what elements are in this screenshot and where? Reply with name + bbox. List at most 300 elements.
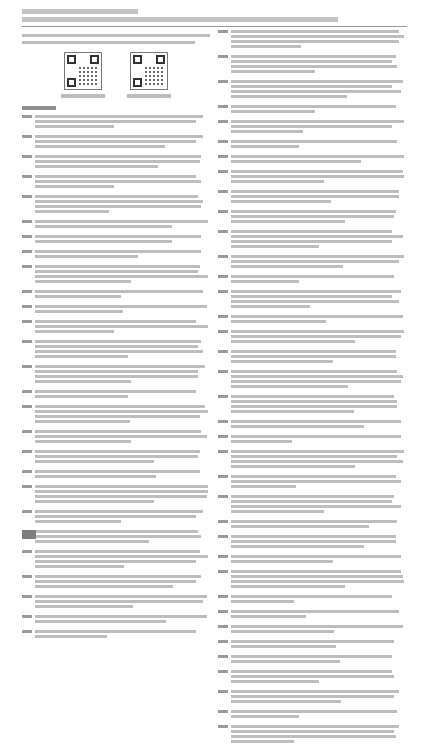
reference-text	[35, 265, 210, 285]
reference-text	[231, 435, 406, 445]
reference-number	[22, 235, 32, 238]
reference-number	[218, 255, 228, 258]
qr-code-row	[22, 52, 210, 98]
reference-line	[231, 610, 399, 613]
reference-line	[231, 700, 341, 703]
reference-line	[35, 420, 130, 423]
reference-line	[231, 60, 392, 63]
reference-text	[231, 155, 406, 165]
reference-line	[35, 200, 203, 203]
reference-text	[35, 195, 210, 215]
reference-number	[22, 340, 32, 343]
reference-line	[231, 355, 396, 358]
reference-entry	[218, 275, 406, 285]
reference-line	[231, 280, 299, 283]
reference-number	[218, 555, 228, 558]
reference-text	[231, 570, 406, 590]
reference-number	[22, 550, 32, 553]
reference-number	[22, 155, 32, 158]
reference-line	[35, 305, 207, 308]
reference-line	[35, 485, 208, 488]
reference-line	[35, 345, 198, 348]
reference-entry	[218, 655, 406, 665]
reference-line	[35, 275, 208, 278]
reference-number	[218, 155, 228, 158]
reference-line	[231, 585, 345, 588]
reference-number	[218, 435, 228, 438]
reference-line	[231, 260, 399, 263]
reference-entry	[22, 450, 210, 465]
reference-line	[231, 435, 401, 438]
reference-number	[22, 470, 32, 473]
reference-line	[231, 630, 334, 633]
reference-text	[35, 510, 210, 525]
reference-line	[231, 140, 397, 143]
reference-text	[231, 80, 406, 100]
reference-number	[218, 670, 228, 673]
reference-number	[22, 575, 32, 578]
reference-line	[231, 95, 347, 98]
reference-entry	[22, 390, 210, 400]
reference-line	[35, 270, 198, 273]
reference-line	[231, 465, 355, 468]
reference-line	[231, 145, 299, 148]
reference-line	[35, 580, 196, 583]
reference-line	[231, 175, 404, 178]
reference-number	[22, 135, 32, 138]
reference-entry	[22, 195, 210, 215]
reference-number	[218, 395, 228, 398]
reference-entry	[218, 710, 406, 720]
reference-entry	[22, 320, 210, 335]
reference-entry	[218, 155, 406, 165]
reference-text	[35, 575, 210, 590]
reference-line	[35, 355, 128, 358]
reference-line	[35, 295, 121, 298]
reference-number	[22, 250, 32, 253]
reference-entry	[22, 265, 210, 285]
reference-line	[35, 160, 200, 163]
reference-text	[231, 290, 406, 310]
reference-line	[35, 145, 165, 148]
reference-entry	[218, 690, 406, 705]
reference-line	[35, 615, 207, 618]
reference-number	[22, 595, 32, 598]
reference-line	[231, 405, 397, 408]
reference-text	[231, 105, 406, 115]
reference-line	[35, 370, 198, 373]
reference-line	[35, 455, 198, 458]
reference-text	[35, 595, 210, 610]
reference-line	[231, 525, 369, 528]
reference-line	[231, 710, 397, 713]
reference-line	[231, 30, 399, 33]
reference-line	[35, 390, 196, 393]
reference-number	[218, 290, 228, 293]
reference-entry	[218, 640, 406, 650]
reference-line	[231, 265, 343, 268]
reference-line	[231, 575, 403, 578]
reference-line	[231, 450, 404, 453]
reference-line	[231, 385, 348, 388]
reference-line	[231, 245, 319, 248]
reference-line	[231, 730, 394, 733]
reference-entry	[22, 250, 210, 260]
reference-entry	[22, 430, 210, 445]
reference-line	[231, 395, 394, 398]
reference-entry	[218, 230, 406, 250]
reference-line	[35, 440, 131, 443]
reference-text	[231, 120, 406, 135]
reference-number	[218, 105, 228, 108]
reference-line	[231, 320, 326, 323]
reference-entry	[218, 725, 406, 745]
reference-line	[35, 410, 208, 413]
reference-entry	[22, 115, 210, 130]
reference-line	[231, 715, 299, 718]
reference-text	[231, 255, 406, 270]
reference-number	[218, 140, 228, 143]
reference-text	[231, 475, 406, 490]
reference-line	[231, 595, 392, 598]
reference-line	[35, 165, 158, 168]
reference-number	[22, 320, 32, 323]
reference-text	[35, 250, 210, 260]
reference-line	[231, 255, 404, 258]
reference-entry	[218, 495, 406, 515]
reference-number	[22, 115, 32, 118]
reference-text	[231, 315, 406, 325]
reference-number	[218, 475, 228, 478]
reference-text	[231, 330, 406, 345]
reference-entry	[218, 190, 406, 205]
reference-entry	[218, 555, 406, 565]
reference-line	[231, 35, 404, 38]
reference-line	[35, 535, 201, 538]
reference-line	[35, 250, 201, 253]
reference-line	[35, 450, 200, 453]
reference-entry	[22, 135, 210, 150]
reference-entry	[218, 420, 406, 430]
reference-line	[35, 415, 200, 418]
reference-text	[231, 495, 406, 515]
right-column	[218, 30, 406, 750]
reference-line	[231, 570, 401, 573]
reference-entry	[218, 450, 406, 470]
reference-line	[35, 380, 131, 383]
reference-number	[218, 495, 228, 498]
reference-entry	[218, 350, 406, 365]
reference-entry	[218, 170, 406, 185]
reference-text	[231, 210, 406, 225]
reference-line	[35, 405, 205, 408]
reference-line	[231, 475, 396, 478]
journal-header	[22, 9, 407, 25]
reference-text	[35, 405, 210, 425]
reference-line	[231, 690, 399, 693]
reference-line	[231, 540, 396, 543]
references-heading	[22, 106, 56, 110]
reference-text	[35, 135, 210, 150]
reference-line	[231, 80, 403, 83]
reference-line	[35, 330, 114, 333]
reference-number	[218, 55, 228, 58]
reference-entry	[22, 155, 210, 170]
reference-line	[35, 185, 114, 188]
reference-entry	[22, 305, 210, 315]
reference-number	[22, 195, 32, 198]
reference-number	[218, 315, 228, 318]
page-number	[22, 530, 36, 539]
reference-text	[231, 625, 406, 635]
reference-line	[231, 90, 401, 93]
reference-line	[231, 195, 399, 198]
reference-text	[35, 235, 210, 245]
reference-line	[35, 125, 114, 128]
reference-line	[231, 615, 306, 618]
reference-line	[231, 45, 301, 48]
header-rule	[22, 26, 407, 27]
reference-line	[35, 195, 198, 198]
reference-text	[35, 530, 210, 545]
reference-entry	[218, 570, 406, 590]
reference-entry	[218, 625, 406, 635]
reference-entry	[218, 670, 406, 685]
reference-line	[231, 370, 397, 373]
reference-number	[22, 265, 32, 268]
reference-entry	[22, 405, 210, 425]
reference-line	[231, 85, 392, 88]
qr-code-icon	[64, 52, 102, 90]
reference-entry	[218, 435, 406, 445]
reference-entry	[22, 615, 210, 625]
reference-text	[35, 220, 210, 230]
reference-line	[231, 230, 392, 233]
reference-entry	[22, 365, 210, 385]
reference-line	[231, 460, 403, 463]
reference-line	[35, 325, 208, 328]
reference-line	[231, 160, 361, 163]
reference-line	[231, 485, 296, 488]
reference-entry	[218, 120, 406, 135]
reference-entry	[218, 330, 406, 345]
reference-line	[231, 520, 397, 523]
reference-line	[231, 180, 324, 183]
reference-line	[35, 430, 201, 433]
reference-line	[35, 180, 201, 183]
qr-code-item	[127, 52, 171, 98]
reference-number	[22, 220, 32, 223]
reference-number	[218, 640, 228, 643]
reference-line	[231, 510, 324, 513]
reference-line	[231, 275, 394, 278]
reference-entry	[218, 315, 406, 325]
reference-text	[231, 395, 406, 415]
qr-caption	[127, 94, 171, 98]
reference-entry	[218, 140, 406, 150]
reference-number	[218, 610, 228, 613]
reference-line	[35, 220, 208, 223]
reference-number	[22, 510, 32, 513]
reference-line	[231, 645, 336, 648]
reference-line	[35, 555, 208, 558]
reference-line	[231, 580, 404, 583]
reference-line	[231, 290, 401, 293]
reference-text	[231, 670, 406, 685]
reference-line	[35, 365, 205, 368]
reference-text	[35, 175, 210, 190]
reference-line	[231, 695, 394, 698]
reference-line	[35, 140, 196, 143]
reference-line	[35, 120, 196, 123]
reference-line	[35, 350, 203, 353]
reference-line	[231, 480, 401, 483]
reference-entry	[22, 340, 210, 360]
reference-entry	[218, 370, 406, 390]
reference-text	[35, 365, 210, 385]
reference-entry	[218, 610, 406, 620]
reference-entry	[218, 210, 406, 225]
reference-text	[35, 290, 210, 300]
reference-line	[231, 40, 399, 43]
reference-line	[35, 290, 203, 293]
reference-line	[231, 420, 401, 423]
reference-line	[35, 460, 154, 463]
reference-line	[35, 530, 198, 533]
qr-caption	[61, 94, 105, 98]
reference-entry	[22, 485, 210, 505]
reference-line	[35, 635, 107, 638]
reference-entry	[218, 105, 406, 115]
reference-text	[35, 320, 210, 335]
reference-number	[218, 80, 228, 83]
reference-line	[35, 135, 203, 138]
reference-text	[231, 275, 406, 285]
reference-line	[35, 395, 128, 398]
reference-text	[231, 30, 406, 50]
reference-line	[231, 305, 310, 308]
running-title	[22, 17, 338, 22]
reference-line	[35, 210, 109, 213]
reference-line	[231, 70, 315, 73]
reference-line	[35, 175, 196, 178]
reference-line	[35, 310, 123, 313]
reference-entry	[218, 475, 406, 490]
reference-text	[35, 430, 210, 445]
reference-text	[231, 450, 406, 470]
qr-code-icon	[130, 52, 168, 90]
reference-line	[231, 735, 396, 738]
reference-entry	[22, 235, 210, 245]
reference-number	[22, 290, 32, 293]
reference-line	[35, 240, 172, 243]
reference-number	[22, 615, 32, 618]
reference-entry	[218, 595, 406, 605]
reference-line	[231, 120, 404, 123]
reference-text	[231, 595, 406, 605]
reference-text	[35, 390, 210, 400]
reference-line	[35, 320, 196, 323]
reference-line	[231, 425, 364, 428]
reference-line	[35, 575, 201, 578]
reference-line	[231, 105, 396, 108]
reference-text	[231, 190, 406, 205]
reference-line	[231, 440, 292, 443]
reference-line	[35, 500, 154, 503]
reference-line	[231, 330, 404, 333]
reference-line	[231, 600, 294, 603]
reference-text	[35, 155, 210, 170]
reference-entry	[22, 175, 210, 190]
reference-line	[231, 375, 403, 378]
reference-line	[231, 455, 397, 458]
reference-number	[22, 305, 32, 308]
reference-entry	[218, 255, 406, 270]
reference-entry	[218, 290, 406, 310]
reference-number	[22, 430, 32, 433]
reference-line	[35, 375, 198, 378]
reference-line	[35, 495, 207, 498]
reference-entry	[218, 55, 406, 75]
reference-line	[35, 490, 208, 493]
reference-line	[231, 495, 394, 498]
reference-number	[218, 275, 228, 278]
reference-entry	[22, 630, 210, 640]
reference-line	[231, 555, 401, 558]
reference-number	[218, 535, 228, 538]
reference-entry	[22, 595, 210, 610]
reference-text	[231, 640, 406, 650]
reference-line	[231, 535, 396, 538]
intro-line	[22, 34, 210, 37]
qr-code-item	[61, 52, 105, 98]
reference-line	[231, 65, 397, 68]
reference-number	[218, 210, 228, 213]
reference-number	[22, 390, 32, 393]
reference-line	[231, 410, 354, 413]
reference-entry	[22, 510, 210, 525]
reference-line	[231, 130, 303, 133]
reference-line	[231, 380, 401, 383]
reference-line	[231, 675, 394, 678]
reference-text	[231, 535, 406, 550]
reference-number	[22, 365, 32, 368]
reference-line	[35, 280, 131, 283]
reference-text	[231, 350, 406, 365]
reference-number	[218, 450, 228, 453]
reference-line	[231, 55, 396, 58]
reference-number	[218, 230, 228, 233]
reference-line	[35, 435, 207, 438]
reference-line	[35, 265, 200, 268]
reference-text	[35, 630, 210, 640]
reference-line	[231, 660, 340, 663]
reference-line	[231, 655, 392, 658]
reference-line	[35, 520, 121, 523]
reference-line	[35, 235, 201, 238]
reference-list-left	[22, 115, 210, 640]
reference-line	[231, 725, 399, 728]
reference-line	[35, 620, 166, 623]
reference-number	[22, 485, 32, 488]
reference-line	[231, 625, 403, 628]
reference-line	[231, 680, 319, 683]
reference-entry	[218, 80, 406, 100]
reference-number	[22, 450, 32, 453]
reference-entry	[22, 220, 210, 230]
reference-line	[35, 515, 196, 518]
reference-text	[35, 470, 210, 480]
